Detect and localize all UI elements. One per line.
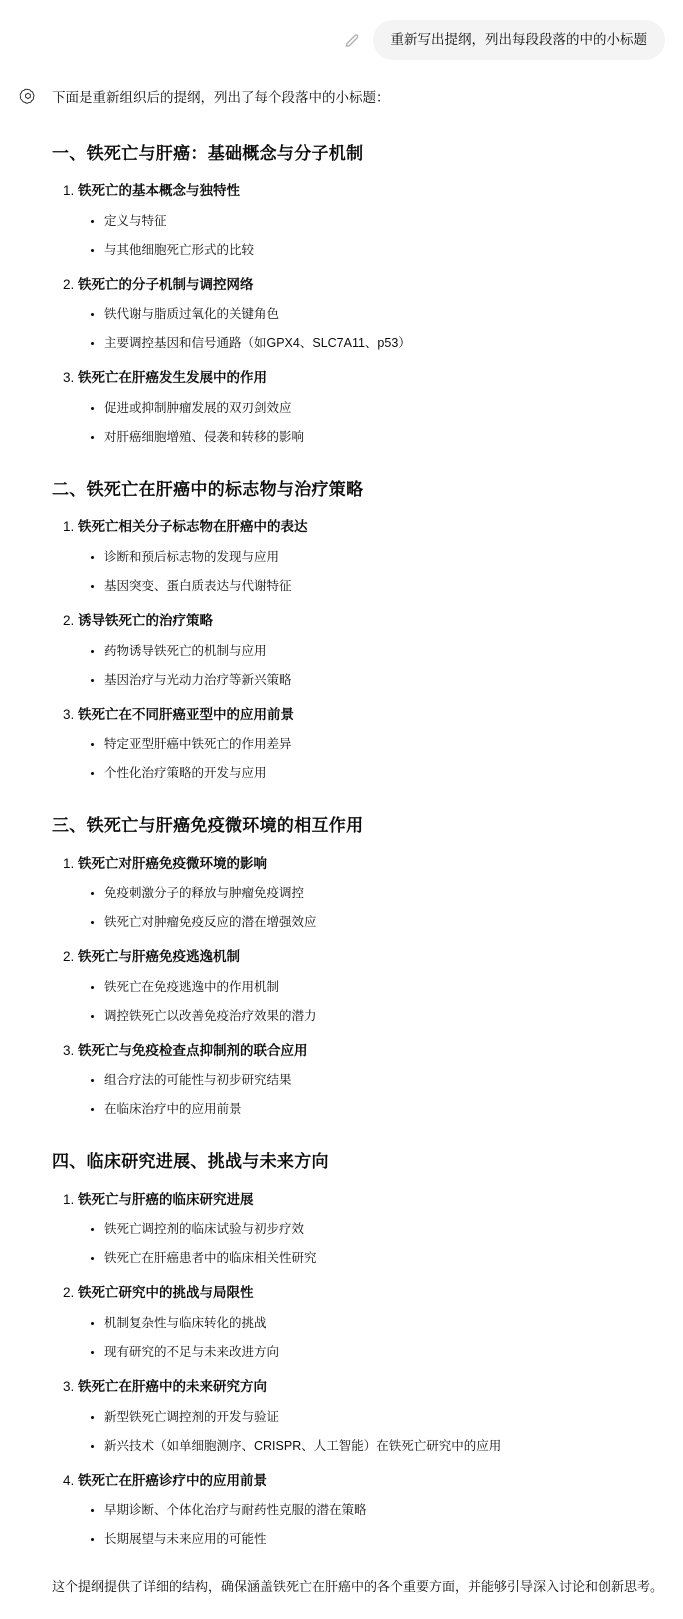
sub-list-item: • 铁死亡调控剂的临床试验与初步疗效 <box>104 1219 665 1239</box>
list-item-title: 诱导铁死亡的治疗策略 <box>78 612 213 628</box>
sub-list-item: • 长期展望与未来应用的可能性 <box>104 1529 665 1549</box>
list-item-title: 铁死亡在不同肝癌亚型中的应用前景 <box>78 706 294 722</box>
sub-item-list <box>78 398 665 447</box>
list-item <box>78 1376 665 1456</box>
sub-list-item: • 个性化治疗策略的开发与应用 <box>104 763 665 783</box>
sub-item-list <box>78 1500 665 1549</box>
sub-list-item: • 机制复杂性与临床转化的挑战 <box>104 1313 665 1333</box>
sub-list-item: • 诊断和预后标志物的发现与应用 <box>104 547 665 567</box>
list-item-title: 铁死亡与肝癌的临床研究进展 <box>78 1191 254 1207</box>
sub-list-item: • 现有研究的不足与未来改进方向 <box>104 1342 665 1362</box>
sub-list-item: • 调控铁死亡以改善免疫治疗效果的潜力 <box>104 1006 665 1026</box>
list-item-title: 铁死亡对肝癌免疫微环境的影响 <box>78 855 267 871</box>
list-item <box>78 610 665 690</box>
sub-list-item: • 基因突变、蛋白质表达与代谢特征 <box>104 576 665 596</box>
sub-list-item: • 特定亚型肝癌中铁死亡的作用差异 <box>104 734 665 754</box>
sub-item-list <box>78 1313 665 1362</box>
user-message-row <box>18 20 665 60</box>
section-heading: 二、铁死亡在肝癌中的标志物与治疗策略 <box>52 479 364 499</box>
section-heading: 一、铁死亡与肝癌：基础概念与分子机制 <box>52 143 364 163</box>
list-item <box>78 853 665 933</box>
section-item-list <box>52 853 665 1120</box>
assistant-message-row <box>18 86 665 1599</box>
sub-list-item: • 在临床治疗中的应用前景 <box>104 1099 665 1119</box>
section-item-list <box>52 516 665 783</box>
list-item-title: 铁死亡在肝癌中的未来研究方向 <box>78 1379 267 1395</box>
section-heading: 四、临床研究进展、挑战与未来方向 <box>52 1152 329 1172</box>
sub-list-item: • 主要调控基因和信号通路（如GPX4、SLC7A11、p53） <box>104 333 665 353</box>
list-item <box>78 946 665 1026</box>
sub-item-list <box>78 641 665 690</box>
list-item-title: 铁死亡的分子机制与调控网络 <box>78 276 254 292</box>
sub-list-item: • 免疫刺激分子的释放与肿瘤免疫调控 <box>104 883 665 903</box>
sub-list-item: • 铁死亡在免疫逃逸中的作用机制 <box>104 977 665 997</box>
sub-item-list <box>78 1407 665 1456</box>
sub-item-list <box>78 1070 665 1119</box>
list-item <box>78 1189 665 1269</box>
list-item-title: 铁死亡相关分子标志物在肝癌中的表达 <box>78 519 308 535</box>
list-item <box>78 704 665 784</box>
sub-list-item: • 新型铁死亡调控剂的开发与验证 <box>104 1407 665 1427</box>
list-item <box>78 367 665 447</box>
section-item-list <box>52 1189 665 1549</box>
list-item-title: 铁死亡与免疫检查点抑制剂的联合应用 <box>78 1042 308 1058</box>
user-message-bubble: 重新写出提纲，列出每段段落的中的小标题 <box>373 20 666 60</box>
sub-item-list <box>78 547 665 596</box>
sub-item-list <box>78 883 665 932</box>
sub-list-item: • 早期诊断、个体化治疗与耐药性克服的潜在策略 <box>104 1500 665 1520</box>
sub-list-item: • 药物诱导铁死亡的机制与应用 <box>104 641 665 661</box>
sub-list-item: • 组合疗法的可能性与初步研究结果 <box>104 1070 665 1090</box>
section-heading: 三、铁死亡与肝癌免疫微环境的相互作用 <box>52 816 364 836</box>
sub-list-item: • 铁死亡对肿瘤免疫反应的潜在增强效应 <box>104 912 665 932</box>
list-item-title: 铁死亡研究中的挑战与局限性 <box>78 1285 254 1301</box>
sub-item-list <box>78 734 665 783</box>
closing-paragraph: 这个提纲提供了详细的结构，确保涵盖铁死亡在肝癌中的各个重要方面，并能够引导深入讨论和创新思考。 <box>52 1579 664 1595</box>
list-item-title: 铁死亡在肝癌发生发展中的作用 <box>78 370 267 386</box>
sub-item-list <box>78 977 665 1026</box>
sub-item-list <box>78 211 665 260</box>
sub-list-item: • 基因治疗与光动力治疗等新兴策略 <box>104 670 665 690</box>
pencil-edit-icon[interactable] <box>343 31 361 49</box>
intro-paragraph: 下面是重新组织后的提纲，列出了每个段落中的小标题： <box>52 90 390 106</box>
sub-item-list <box>78 1219 665 1268</box>
sub-list-item: • 定义与特征 <box>104 211 665 231</box>
sub-list-item: • 新兴技术（如单细胞测序、CRISPR、人工智能）在铁死亡研究中的应用 <box>104 1436 665 1456</box>
list-item <box>78 516 665 596</box>
list-item-title: 铁死亡在肝癌诊疗中的应用前景 <box>78 1472 267 1488</box>
sub-list-item: • 铁代谢与脂质过氧化的关键角色 <box>104 304 665 324</box>
chatgpt-logo-icon <box>18 87 38 107</box>
sub-list-item: • 对肝癌细胞增殖、侵袭和转移的影响 <box>104 427 665 447</box>
list-item <box>78 1282 665 1362</box>
sub-item-list <box>78 304 665 353</box>
sub-list-item: • 与其他细胞死亡形式的比较 <box>104 240 665 260</box>
sub-list-item: • 铁死亡在肝癌患者中的临床相关性研究 <box>104 1248 665 1268</box>
list-item <box>78 274 665 354</box>
assistant-message-content <box>52 86 665 1599</box>
sub-list-item: • 促进或抑制肿瘤发展的双刃剑效应 <box>104 398 665 418</box>
list-item <box>78 1040 665 1120</box>
section-item-list <box>52 180 665 447</box>
list-item-title: 铁死亡与肝癌免疫逃逸机制 <box>78 949 240 965</box>
list-item <box>78 180 665 260</box>
list-item <box>78 1470 665 1550</box>
list-item-title: 铁死亡的基本概念与独特性 <box>78 183 240 199</box>
